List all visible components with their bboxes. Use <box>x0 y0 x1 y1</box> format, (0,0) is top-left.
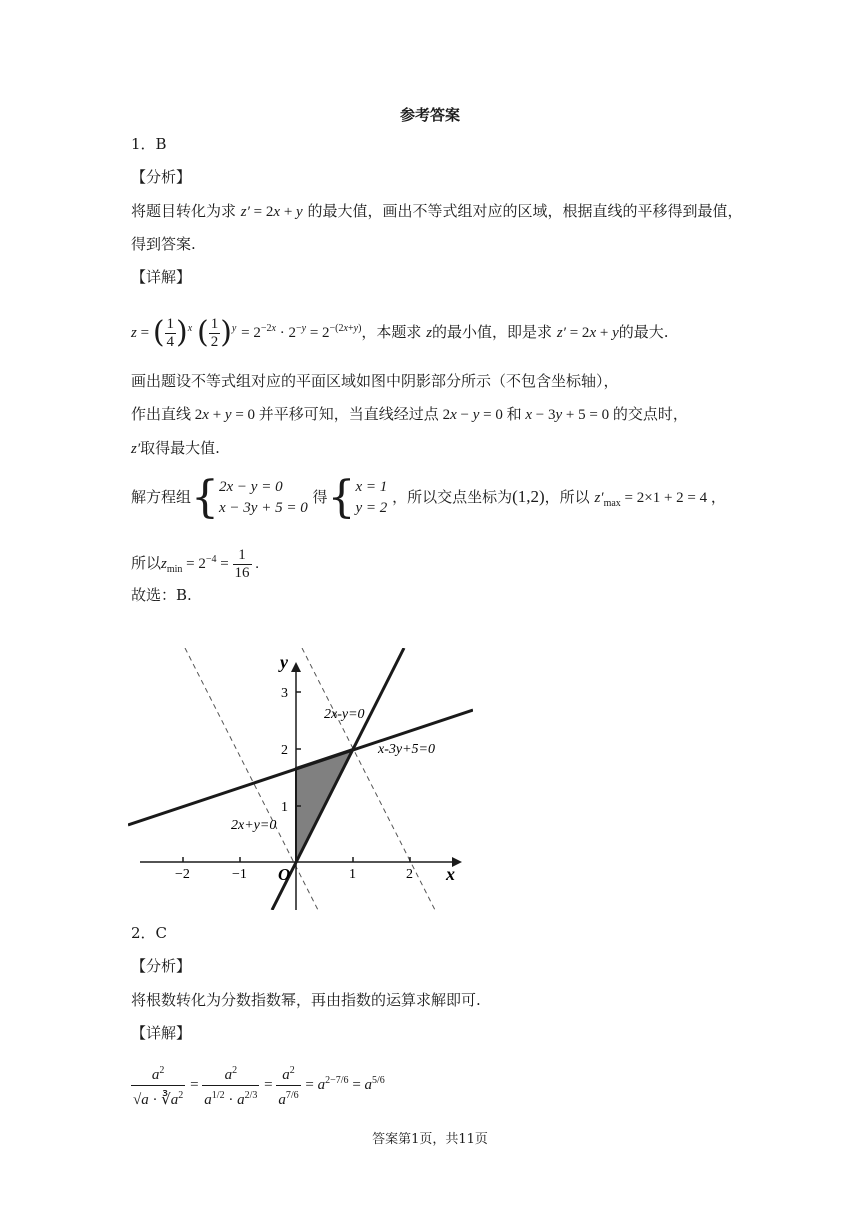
q1-solve-line: 解方程组{2x − y = 0 x − 3y + 5 = 0 得{x = 1 y = 2 ，所以交点坐标为(1,2)，所以 $z'_{max} = 2\times 1 + 2 = 4$ ， <box>131 472 726 523</box>
q1-detail-heading: 【详解】 <box>131 268 192 286</box>
y-tick-label: 2 <box>281 743 288 758</box>
q2-answer: 2．C <box>131 924 168 942</box>
q1-analysis-line1: 将题目转化为求 z′ = 2x + y 的最大值，画出不等式组对应的区域，根据直线的平移得到最值， <box>131 202 743 220</box>
y-tick-label: 3 <box>281 686 288 701</box>
y-axis-label: y <box>280 652 288 672</box>
line-label: 2x+y=0 <box>231 818 277 833</box>
q1-min-line: 所以$z_{min} = 2^{-4}$ = $\frac{1}{16}$ . <box>131 546 259 581</box>
x-tick-label: −1 <box>232 867 247 882</box>
q1-max-line: z′取得最大值. <box>131 439 220 457</box>
page-footer: 答案第1页，共11页 <box>372 1132 488 1147</box>
y-axis-arrow <box>291 662 301 672</box>
x-tick-label: −2 <box>175 867 190 882</box>
line-label: 2x-y=0 <box>324 707 365 722</box>
q2-analysis: 将根数转化为分数指数幂，再由指数的运算求解即可. <box>131 991 481 1009</box>
origin-label: O <box>278 865 291 884</box>
line-label: x-3y+5=0 <box>378 742 435 757</box>
q1-analysis-heading: 【分析】 <box>131 168 192 186</box>
x-axis-label: x <box>446 864 455 884</box>
q1-shift-line: 作出直线 2x + y = 0 并平移可知，当直线经过点 2x − y = 0 和 x − 3y + 5 = 0 的交点时， <box>131 405 688 423</box>
q2-detail-heading: 【详解】 <box>131 1024 192 1042</box>
page-title: 参考答案 <box>399 106 460 124</box>
q1-region-line: 画出题设不等式组对应的平面区域如图中阴影部分所示（不包含坐标轴）， <box>131 372 619 390</box>
q1-equation-line: z = ( $\frac{1}{4}$ )$^x$ ( $\frac{1}{2}$ )$^y = 2^{-2x} \cdot 2^{-y} = 2^{-(2x+y)}$，本题求 z的最小值，即是求 z′ = 2x + y的最大. <box>131 315 669 350</box>
q1-answer: 1．B <box>131 135 167 153</box>
feasible-region-figure <box>125 645 485 913</box>
q1-analysis-line2: 得到答案. <box>131 235 196 253</box>
x-tick-label: 2 <box>406 867 413 882</box>
q2-equation: $\frac{a^2}{√a \cdot ∛a^2}$ = $\frac{a^2}{a^{1/2} \cdot a^{2/3}}$ = $\frac{a^2}{a^{7/6}}$ = $a^{2-7/6} = a^{5/6}$ <box>131 1058 385 1110</box>
q2-analysis-heading: 【分析】 <box>131 957 192 975</box>
line-2x-y-0 <box>272 648 404 910</box>
q1-choice: 故选：B. <box>131 586 192 604</box>
y-tick-label: 1 <box>281 800 288 815</box>
x-tick-label: 1 <box>349 867 356 882</box>
